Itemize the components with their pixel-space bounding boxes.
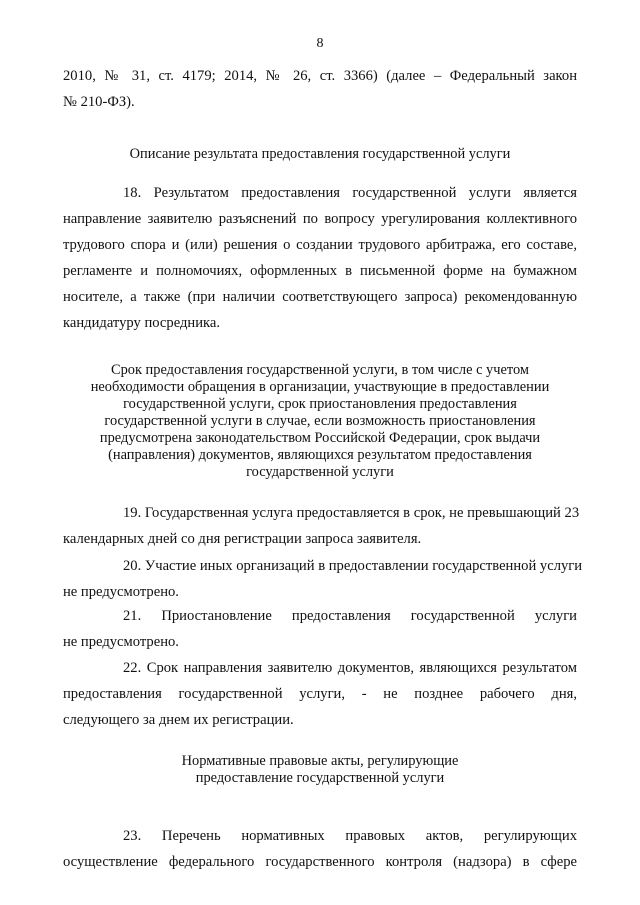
heading-line: Срок предоставления государственной услуги, в том числе с учетом (110, 362, 530, 378)
text-line: 2010, № 31, ст. 4179; 2014, № 26, ст. 3366) (далее – Федеральный закон (63, 68, 577, 84)
text-line: 22. Срок направления заявителю документов, являющихся результатом (123, 660, 577, 676)
text-line: 20. Участие иных организаций в предоставлении государственной услуги (123, 558, 583, 574)
intro-paragraph (63, 63, 577, 115)
heading-line: предусмотрена законодательством Российской Федерации, срок выдачи (99, 430, 541, 446)
section-heading-acts (63, 753, 577, 787)
text-line: 21. Приостановление предоставления государственной услуги (123, 608, 577, 624)
page-number: 8 (316, 36, 324, 51)
section-heading-results (63, 146, 577, 163)
section-heading-terms (63, 362, 577, 481)
text-line: предоставления государственной услуги, - не позднее рабочего дня, (63, 686, 577, 702)
text-line: регламенте и полномочиях, оформленных в письменной форме на бумажном (63, 263, 577, 279)
text-line: № 210-ФЗ). (63, 94, 135, 110)
paragraph-22 (63, 655, 577, 733)
text-line: осуществление федерального государственного контроля (надзора) в сфере (63, 854, 577, 870)
text-line: направление заявителю разъяснений по вопросу урегулирования коллективного (63, 211, 577, 227)
text-line: 23. Перечень нормативных правовых актов, регулирующих (123, 828, 577, 844)
text-line: следующего за днем их регистрации. (63, 712, 294, 728)
text-line: 19. Государственная услуга предоставляется в срок, не превышающий 23 (123, 505, 580, 521)
text-line: не предусмотрено. (63, 634, 179, 650)
heading-line: Нормативные правовые акты, регулирующие (181, 753, 459, 769)
paragraph-21 (63, 603, 577, 655)
text-line: 18. Результатом предоставления государственной услуги является (123, 185, 577, 201)
heading-line: необходимости обращения в организации, участвующие в предоставлении (90, 379, 550, 395)
heading-line: Описание результата предоставления государственной услуги (129, 146, 511, 162)
text-line: носителе, а также (при наличии соответствующего запроса) рекомендованную (63, 289, 577, 305)
heading-line: государственной услуги (246, 464, 394, 480)
paragraph-23 (63, 823, 577, 875)
paragraph-18 (63, 180, 577, 336)
heading-line: (направления) документов, являющихся результатом предоставления (108, 447, 532, 463)
heading-line: государственной услуги в случае, если возможность приостановления (104, 413, 536, 429)
heading-line: предоставление государственной услуги (195, 770, 445, 786)
text-line: кандидатуру посредника. (63, 315, 221, 331)
text-line: календарных дней со дня регистрации запроса заявителя. (63, 531, 422, 547)
text-line: трудового спора и (или) решения о создании трудового арбитража, его составе, (63, 237, 577, 253)
text-line: не предусмотрено. (63, 584, 179, 600)
paragraph-19 (63, 500, 580, 552)
paragraph-20 (63, 553, 583, 605)
heading-line: государственной услуги, срок приостановления предоставления (123, 396, 517, 412)
